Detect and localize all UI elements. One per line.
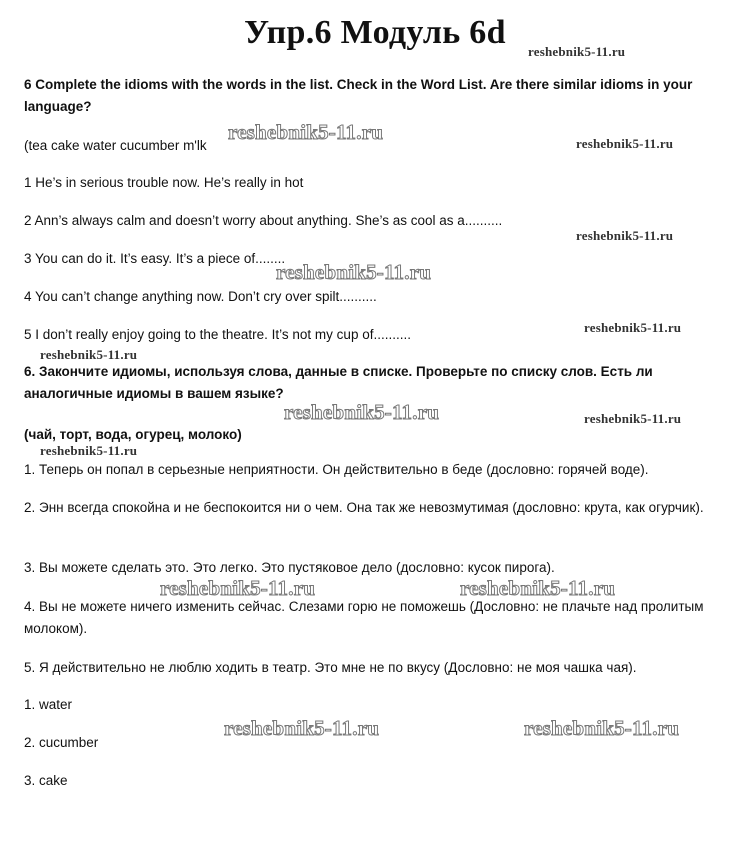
page-title: Упр.6 Модуль 6d [244, 14, 506, 51]
watermark: reshebnik5-11.ru [584, 411, 682, 426]
watermark: reshebnik5-11.ru [576, 228, 674, 243]
watermark: reshebnik5-11.ru [40, 347, 138, 362]
watermark: reshebnik5-11.ru [584, 320, 682, 335]
watermark: reshebnik5-11.ru [284, 400, 440, 424]
english-item-5: 5 I don’t really enjoy going to the theatre. It’s not my cup of.......... [24, 327, 411, 342]
russian-item-1: 1. Теперь он попал в серьезные неприятности. Он действительно в беде (дословно: горячей воде). [24, 462, 649, 477]
russian-item-4: 4. Вы не можете ничего изменить сейчас. Слезами горю не поможешь (Дословно: не плачьте над пролитым молоком). [24, 599, 704, 636]
answer-2: 2. cucumber [24, 735, 99, 750]
english-item-1: 1 He’s in serious trouble now. He’s really in hot [24, 175, 304, 190]
english-item-2: 2 Ann’s always calm and doesn’t worry about anything. She’s as cool as a.......... [24, 213, 503, 228]
english-item-4: 4 You can’t change anything now. Don’t cry over spilt.......... [24, 289, 377, 304]
watermark: reshebnik5-11.ru [576, 136, 674, 151]
russian-word-list: (чай, торт, вода, огурец, молоко) [24, 427, 242, 442]
answer-3: 3. cake [24, 773, 68, 788]
watermark: reshebnik5-11.ru [460, 576, 616, 600]
english-word-list: (tea cake water cucumber m'lk [24, 138, 207, 153]
english-instruction: 6 Complete the idioms with the words in the list. Check in the Word List. Are there similar idioms in your language? [24, 77, 693, 114]
english-item-3: 3 You can do it. It’s easy. It’s a piece of........ [24, 251, 286, 266]
answer-1: 1. water [24, 697, 73, 712]
russian-item-5: 5. Я действительно не люблю ходить в театр. Это мне не по вкусу (Дословно: не моя чашка чая). [24, 660, 637, 675]
watermark: reshebnik5-11.ru [228, 120, 384, 144]
russian-item-2: 2. Энн всегда спокойна и не беспокоится ни о чем. Она так же невозмутимая (дословно: крута, как огурчик). [24, 500, 704, 515]
russian-item-3: 3. Вы можете сделать это. Это легко. Это пустяковое дело (дословно: кусок пирога). [24, 560, 555, 575]
watermark: reshebnik5-11.ru [160, 576, 316, 600]
watermark: reshebnik5-11.ru [528, 44, 626, 59]
watermark: reshebnik5-11.ru [276, 260, 432, 284]
watermark: reshebnik5-11.ru [40, 443, 138, 458]
russian-instruction: 6. Закончите идиомы, используя слова, данные в списке. Проверьте по списку слов. Есть ли аналогичные идиомы в вашем языке? [24, 364, 653, 401]
watermark: reshebnik5-11.ru [224, 716, 380, 740]
watermark: reshebnik5-11.ru [524, 716, 680, 740]
